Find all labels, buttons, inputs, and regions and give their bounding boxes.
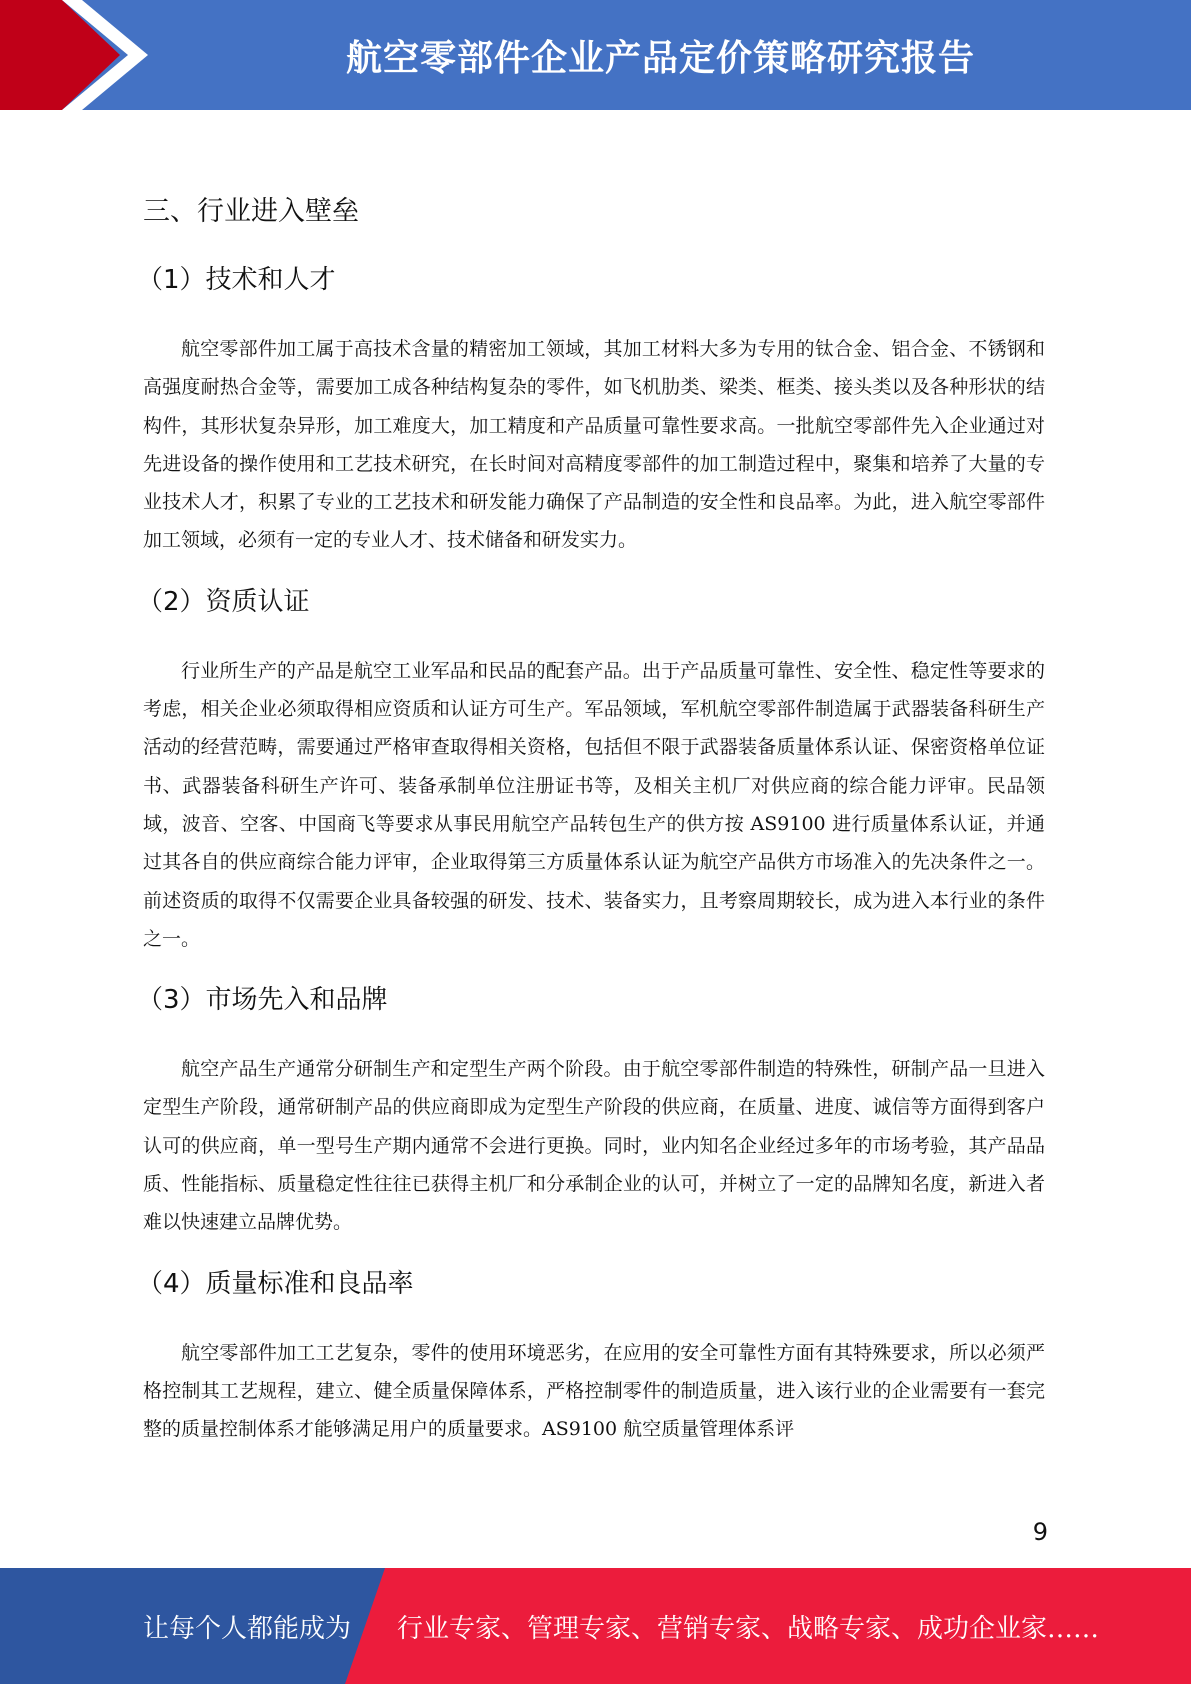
subheading-market-brand: （3）市场先入和品牌 <box>137 985 388 1016</box>
subheading-tech-talent: （1）技术和人才 <box>137 265 336 295</box>
page-footer <box>0 1568 1191 1684</box>
page-header <box>0 0 1191 110</box>
footer-slogan-right: 行业专家、管理专家、营销专家、战略专家、成功企业家…… <box>397 1613 1100 1644</box>
section-heading: 三、行业进入壁垒 <box>143 196 359 227</box>
paragraph-tech-talent: 航空零部件加工属于高技术含量的精密加工领域，其加工材料大多为专用的钛合金、铝合金、不锈钢和高强度耐热合金等，需要加工成各种结构复杂的零件，如飞机肋类、梁类、框类、接头类以及各种形状的结构件，其形状复杂异形，加工难度大，加工精度和产品质量可靠性要求高。一批航空零部件先入企业通过对先进设备的操作使用和工艺技术研究，在长时间对高精度零部件的加工制造过程中，聚集和培养了大量的专业技术人才，积累了专业的工艺技术和研发能力确保了产品制造的安全性和良品率。为此，进入航空零部件加工领域，必须有一定的专业人才、技术储备和研发实力。 <box>143 338 1045 552</box>
page-content <box>137 190 1045 1469</box>
page-number: 9 <box>1032 1518 1048 1546</box>
subheading-qualification: （2）资质认证 <box>137 586 310 617</box>
paragraph-market-brand: 航空产品生产通常分研制生产和定型生产两个阶段。由于航空零部件制造的特殊性，研制产品一旦进入定型生产阶段，通常研制产品的供应商即成为定型生产阶段的供应商，在质量、进度、诚信等方面得到客户认可的供应商，单一型号生产期内通常不会进行更换。同时，业内知名企业经过多年的市场考验，其产品品质、性能指标、质量稳定性往往已获得主机厂和分承制企业的认可，并树立了一定的品牌知名度，新进入者难以快速建立品牌优势。 <box>143 1058 1045 1234</box>
paragraph-qualification: 行业所生产的产品是航空工业军品和民品的配套产品。出于产品质量可靠性、安全性、稳定性等要求的考虑，相关企业必须取得相应资质和认证方可生产。军品领域，军机航空零部件制造属于武器装备科研生产活动的经营范畴，需要通过严格审查取得相关资格，包括但不限于武器装备质量体系认证、保密资格单位证书、武器装备科研生产许可、装备承制单位注册证书等，及相关主机厂对供应商的综合能力评审。民品领域，波音、空客、中国商飞等要求从事民用航空产品转包生产的供方按 AS9100 进行质量体系认证，并通过其各自的供应商综合能力评审，企业取得第三方质量体系认证为航空产品供方市场准入的先决条件之一。前述资质的取得不仅需要企业具备较强的研发、技术、装备实力，且考察周期较长，成为进入本行业的条件之一。 <box>143 659 1045 950</box>
paragraph-quality: 航空零部件加工工艺复杂，零件的使用环境恶劣，在应用的安全可靠性方面有其特殊要求，所以必须严格控制其工艺规程，建立、健全质量保障体系，严格控制零件的制造质量，进入该行业的企业需要有一套完整的质量控制体系才能够满足用户的质量要求。AS9100 航空质量管理体系评 <box>143 1341 1045 1441</box>
report-title: 航空零部件企业产品定价策略研究报告 <box>345 37 975 79</box>
subheading-quality: （4）质量标准和良品率 <box>137 1268 414 1299</box>
footer-slogan-left: 让每个人都能成为 <box>143 1613 352 1644</box>
